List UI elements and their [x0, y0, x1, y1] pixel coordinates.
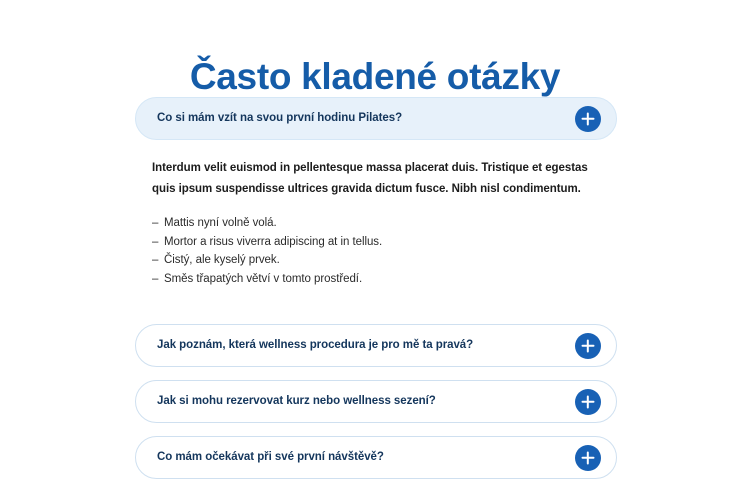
plus-icon-4[interactable]	[575, 445, 601, 471]
faq-question-4: Co mám očekávat při své první návštěvě?	[157, 451, 384, 463]
faq-header-3[interactable]	[135, 380, 617, 423]
faq-header-1[interactable]	[135, 97, 617, 140]
faq-item-1	[135, 97, 617, 324]
panel-spacer	[135, 288, 617, 324]
list-item	[152, 233, 617, 252]
list-item	[152, 270, 617, 289]
faq-accordion-list	[135, 97, 617, 479]
page-title: Často kladené otázky	[189, 55, 561, 97]
faq-item-4	[135, 436, 617, 479]
plus-icon-3[interactable]	[575, 389, 601, 415]
bullet-dash-icon: –	[152, 217, 159, 229]
plus-icon-1[interactable]	[575, 106, 601, 132]
faq-question-2: Jak poznám, která wellness procedura je pro mě ta pravá?	[157, 339, 474, 351]
faq-item-3	[135, 380, 617, 436]
faq-paragraph-1: Interdum velit euismod in pellentesque massa placerat duis. Tristique et egestas quis ipsum suspendisse ultrices gravida dictum fusce. Nibh nisl condimentum.	[152, 162, 588, 195]
item-gap	[135, 367, 617, 380]
list-item-label: Mattis nyní volně volá.	[164, 217, 277, 229]
list-item-label: Směs třapatých větví v tomto prostředí.	[164, 272, 363, 285]
list-item	[152, 214, 617, 233]
item-gap	[135, 423, 617, 436]
faq-panel-1	[135, 140, 617, 288]
faq-question-1: Co si mám vzít na svou první hodinu Pilates?	[157, 112, 403, 124]
bullet-dash-icon: –	[152, 254, 159, 266]
list-item-label: Mortor a risus viverra adipiscing at in tellus.	[164, 235, 383, 248]
bullet-dash-icon: –	[152, 235, 159, 248]
bullet-dash-icon: –	[152, 272, 159, 285]
faq-header-2[interactable]	[135, 324, 617, 367]
list-item-label: Čistý, ale kyselý prvek.	[164, 254, 280, 266]
faq-question-3: Jak si mohu rezervovat kurz nebo wellness sezení?	[157, 395, 436, 407]
list-item	[152, 251, 617, 270]
plus-icon-2[interactable]	[575, 333, 601, 359]
faq-item-2	[135, 324, 617, 380]
faq-header-4[interactable]	[135, 436, 617, 479]
faq-bullet-list-1	[152, 214, 617, 288]
